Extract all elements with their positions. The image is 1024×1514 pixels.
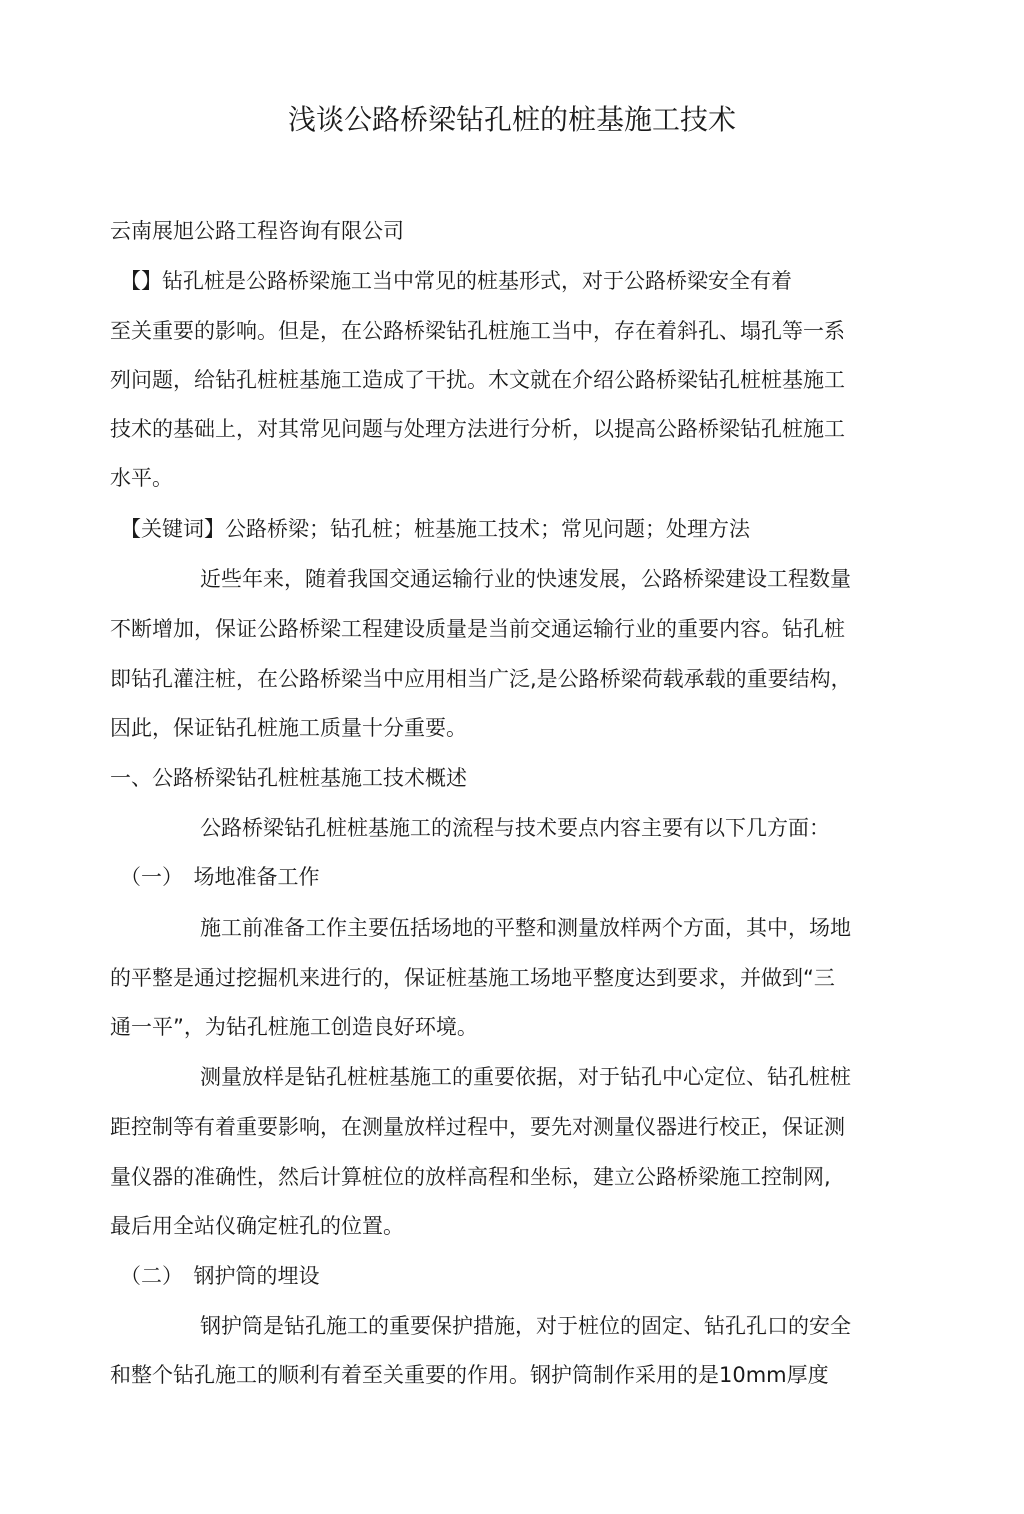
paragraph-line: 施工前准备工作主要伍括场地的平整和测量放样两个方面，其中，场地 [200, 916, 851, 940]
intro-line: 不断增加，保证公路桥梁工程建设质量是当前交通运输行业的重要内容。钻孔桩 [110, 617, 845, 641]
subsection-heading: （二） 钢护筒的埋设 [120, 1264, 320, 1288]
section-intro: 公路桥梁钻孔桩桩基施工的流程与技术要点内容主要有以下几方面： [200, 816, 830, 840]
paragraph-line: 距控制等有着重要影响，在测量放样过程中，要先对测量仪器进行校正，保证测 [110, 1115, 845, 1139]
abstract-line: 列问题，给钻孔桩桩基施工造成了干扰。木文就在介绍公路桥梁钻孔桩桩基施工 [110, 368, 845, 392]
paragraph-line: 钢护筒是钻孔施工的重要保护措施，对于桩位的固定、钻孔孔口的安全 [200, 1314, 851, 1338]
section-heading: 一、公路桥梁钻孔桩桩基施工技术概述 [110, 766, 467, 790]
paragraph-line: 的平整是通过挖掘机来进行的，保证桩基施工场地平整度达到要求，并做到“三 [110, 966, 835, 990]
subsection-heading: （一） 场地准备工作 [120, 865, 320, 889]
paragraph-line: 测量放样是钻孔桩桩基施工的重要依据，对于钻孔中心定位、钻孔桩桩 [200, 1065, 851, 1089]
paragraph-line: 最后用全站仪确定桩孔的位置。 [110, 1214, 404, 1238]
abstract-line: 至关重要的影响。但是，在公路桥梁钻孔桩施工当中，存在着斜孔、塌孔等一系 [110, 319, 845, 343]
document-title: 浅谈公路桥梁钻孔桩的桩基施工技术 [287, 103, 736, 136]
abstract-line: 水平。 [110, 466, 173, 490]
abstract-line: 技术的基础上，对其常见问题与处理方法进行分析，以提高公路桥梁钻孔桩施工 [110, 417, 845, 441]
keywords-line: 【关键词】公路桥梁；钻孔桩；桩基施工技术；常见问题；处理方法 [120, 517, 750, 541]
abstract-line: 【】钻孔桩是公路桥梁施工当中常见的桩基形式，对于公路桥梁安全有着 [120, 269, 792, 293]
intro-line: 因此，保证钻孔桩施工质量十分重要。 [110, 716, 467, 740]
paragraph-line: 和整个钻孔施工的顺利有着至关重要的作用。钢护筒制作采用的是10mm厚度 [110, 1363, 829, 1387]
intro-line: 即钻孔灌注桩，在公路桥梁当中应用相当广泛,是公路桥梁荷载承载的重要结构， [110, 667, 852, 691]
author-line: 云南展旭公路工程咨询有限公司 [110, 219, 404, 243]
paragraph-line: 通一平”，为钻孔桩施工创造良好环境。 [110, 1015, 478, 1039]
paragraph-line: 量仪器的准确性，然后计算桩位的放样高程和坐标，建立公路桥梁施工控制网, [110, 1165, 831, 1189]
intro-line: 近些年来，随着我国交通运输行业的快速发展，公路桥梁建设工程数量 [200, 567, 851, 591]
